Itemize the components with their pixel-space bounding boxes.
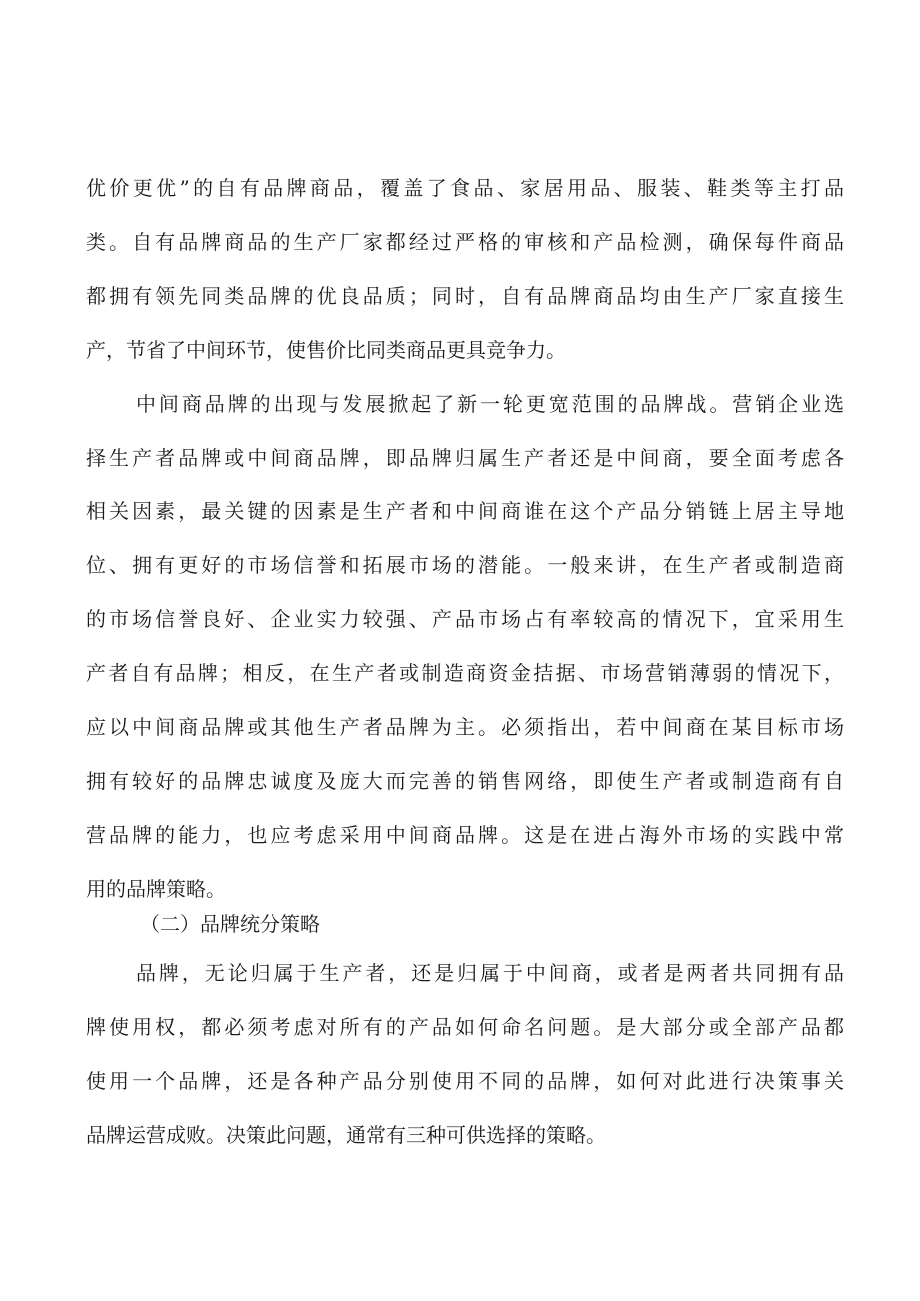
text-line: 产者自有品牌；相反，在生产者或制造商资金拮据、市场营销薄弱的情况下， bbox=[86, 661, 844, 685]
text-line: 的市场信誉良好、企业实力较强、产品市场占有率较高的情况下，宜采用生 bbox=[86, 607, 844, 631]
text-line: 品牌，无论归属于生产者，还是归属于中间商，或者是两者共同拥有品 bbox=[136, 961, 844, 985]
text-line: 位、拥有更好的市场信誉和拓展市场的潜能。一般来讲，在生产者或制造商 bbox=[86, 553, 844, 577]
text-line: 相关因素，最关键的因素是生产者和中间商谁在这个产品分销链上居主导地 bbox=[86, 499, 844, 523]
text-line: 产，节省了中间环节，使售价比同类商品更具竞争力。 bbox=[86, 338, 566, 362]
text-line: 优价更优”的自有品牌商品，覆盖了食品、家居用品、服装、鞋类等主打品 bbox=[86, 176, 844, 200]
text-line: 都拥有领先同类品牌的优良品质；同时，自有品牌商品均由生产厂家直接生 bbox=[86, 284, 844, 308]
section-heading: （二）品牌统分策略 bbox=[140, 912, 320, 936]
text-line: 营品牌的能力，也应考虑采用中间商品牌。这是在进占海外市场的实践中常 bbox=[86, 823, 844, 847]
text-line: 中间商品牌的出现与发展掀起了新一轮更宽范围的品牌战。营销企业选 bbox=[136, 392, 844, 416]
text-line: 品牌运营成败。决策此问题，通常有三种可供选择的策略。 bbox=[86, 1123, 606, 1147]
text-line: 牌使用权，都必须考虑对所有的产品如何命名问题。是大部分或全部产品都 bbox=[86, 1015, 844, 1039]
text-line: 应以中间商品牌或其他生产者品牌为主。必须指出，若中间商在某目标市场 bbox=[86, 715, 844, 739]
text-line: 使用一个品牌，还是各种产品分别使用不同的品牌，如何对此进行决策事关 bbox=[86, 1069, 844, 1093]
text-line: 择生产者品牌或中间商品牌，即品牌归属生产者还是中间商，要全面考虑各 bbox=[86, 446, 844, 470]
text-line: 类。自有品牌商品的生产厂家都经过严格的审核和产品检测，确保每件商品 bbox=[86, 230, 844, 254]
text-line: 用的品牌策略。 bbox=[86, 877, 226, 901]
text-line: 拥有较好的品牌忠诚度及庞大而完善的销售网络，即使生产者或制造商有自 bbox=[86, 769, 844, 793]
